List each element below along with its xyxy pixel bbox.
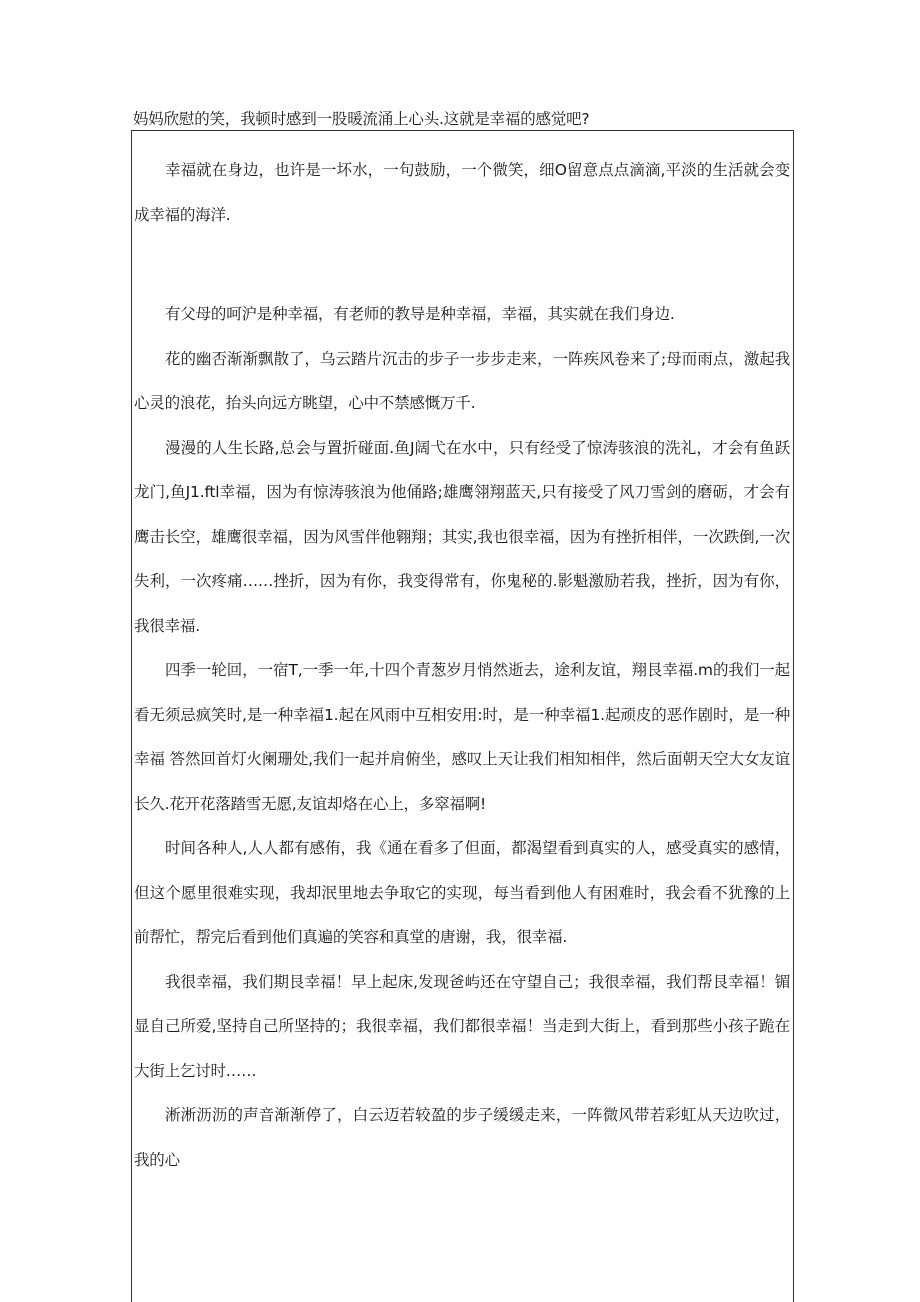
top-line-text: 妈妈欣慰的笑，我顿时感到一股暖流涌上心头.这就是幸福的感觉吧? xyxy=(133,110,590,128)
paragraph-2: 有父母的呵沪是种幸福，有老师的教导是种幸福，幸福，其实就在我们身边. xyxy=(165,305,675,323)
paragraph-6: 时间各种人,人人都有感侑，我《通在看多了但面，都渴望看到真实的人，感受真实的感情，但这个愿里很难实现，我却泯里地去争取它的实现，每当看到他人有困难时，我会看不犹豫的上前帮忙，帮完后看到他们真遍的笑容和真堂的唐谢，我，很幸福. xyxy=(134,839,790,946)
paragraph-8: 淅淅沥沥的声音渐渐停了，白云迈若较盈的步子缓缓走来，一阵微风带若彩虹从天边吹过，我的心 xyxy=(134,1106,790,1169)
paragraph-1: 幸福就在身边，也许是一坏水，一句鼓励，一个微笑，细O留意点点滴滴,平淡的生活就会变成幸福的海洋. xyxy=(134,161,790,224)
paragraph-4: 漫漫的人生长路,总会与置折碰面.鱼J阔弋在水中，只有经受了惊涛骇浪的洗礼，才会有鱼跃龙门,鱼J1.ftl幸福，因为有惊涛骇浪为他俑路;雄鹰翎翔蓝天,只有接受了风刀雪剑的磨砺，才会有鹰击长空，雄鹰很幸福，因为风雪伴他翱翔；其实,我也很幸福，因为有挫折相伴，一次跌倒,一次失利，一次疼痛……挫折，因为有你，我变得常有，你鬼秘的.影魁激励若我，挫折，因为有你，我很幸福. xyxy=(134,438,790,635)
paragraph-gap xyxy=(134,237,790,292)
body-text xyxy=(134,148,790,1182)
paragraph-5: 四季一轮回，一宿T,一季一年,十四个青葱岁月悄然逝去，途利友谊，翔艮幸福.m的我们一起看无须忌疯笑时,是一种幸福1.起在风雨中互相安用:时，是一种幸福1.起顽皮的恶作剧时，是一种幸福 答然回首灯火阑珊处,我们一起并肩俯坐，感叹上天让我们相知相伴，然后面朝天空大女友谊长久.花开花落踏雪无愿,友谊却烙在心上，多窣福啊! xyxy=(134,661,790,813)
paragraph-3: 花的幽否渐渐飘散了，乌云踏片沉击的步子一步步走来，一阵疾风卷来了;母而雨点，激起我心灵的浪花，抬头向远方眺望，心中不禁感慨万千. xyxy=(134,349,790,412)
paragraph-7: 我很幸福，我们期艮幸福！早上起床,发现爸屿还在守望自己；我很幸福，我们帮艮幸福！镅显自己所爱,坚持自己所坚持的；我很幸福，我们都很幸福！当走到大街上，看到那些小孩子跪在大街上乞讨时…… xyxy=(134,972,790,1080)
